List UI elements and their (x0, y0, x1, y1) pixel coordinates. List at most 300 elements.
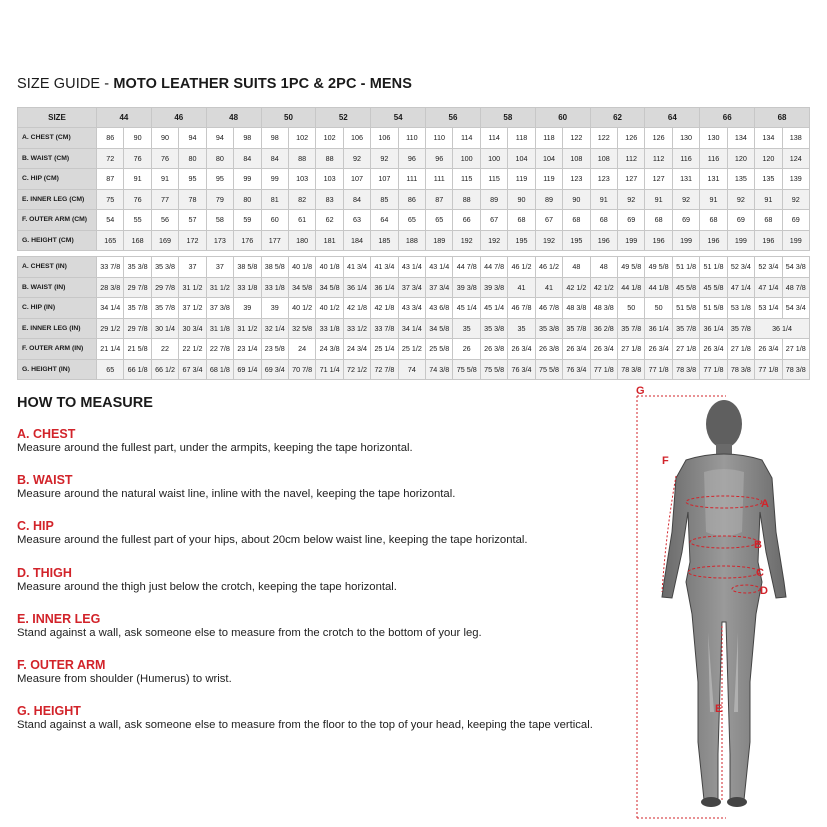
table-cell: 74 3/8 (426, 359, 453, 380)
table-cell: 76 (151, 148, 178, 169)
table-cell: 92 (782, 189, 809, 210)
table-cell: 103 (316, 169, 343, 190)
table-cell: 49 5/8 (645, 257, 672, 278)
table-cell: 35 3/8 (124, 257, 151, 278)
size-header-row (18, 108, 810, 128)
measure-description: Measure around the fullest part, under the armpits, keeping the tape horizontal. (17, 442, 413, 454)
table-cell: 41 3/4 (371, 257, 398, 278)
table-cell: 36 1/4 (700, 318, 727, 339)
size-table (17, 107, 810, 380)
table-cell: 99 (234, 169, 261, 190)
table-cell: 184 (343, 230, 370, 251)
table-cell: 48 (590, 257, 617, 278)
table-cell: 33 1/2 (343, 318, 370, 339)
size-header-58: 58 (480, 108, 535, 128)
measure-heading: A. CHEST (17, 427, 76, 441)
table-cell: 47 1/4 (755, 277, 782, 298)
table-cell: 42 1/2 (563, 277, 590, 298)
table-cell: 35 (453, 318, 480, 339)
table-cell: 55 (124, 210, 151, 231)
table-cell: 172 (179, 230, 206, 251)
table-cell: 45 5/8 (700, 277, 727, 298)
table-cell: 62 (316, 210, 343, 231)
table-cell: 52 3/4 (755, 257, 782, 278)
cm-row (18, 128, 810, 149)
table-cell: 103 (288, 169, 315, 190)
row-label: F. OUTER ARM (CM) (18, 210, 97, 231)
table-cell: 69 (782, 210, 809, 231)
table-cell: 92 (343, 148, 370, 169)
table-cell: 24 (288, 339, 315, 360)
table-cell: 41 (508, 277, 535, 298)
table-cell: 118 (508, 128, 535, 149)
table-cell: 48 (563, 257, 590, 278)
table-cell: 75 (97, 189, 124, 210)
table-cell: 26 (453, 339, 480, 360)
table-cell: 35 3/8 (535, 318, 562, 339)
table-cell: 27 1/8 (727, 339, 754, 360)
size-header-52: 52 (316, 108, 371, 128)
table-cell: 34 1/4 (97, 298, 124, 319)
measure-item (17, 658, 232, 686)
table-cell: 29 7/8 (124, 277, 151, 298)
table-cell: 82 (288, 189, 315, 210)
table-cell: 135 (755, 169, 782, 190)
table-cell: 26 3/4 (508, 339, 535, 360)
table-cell: 45 1/4 (480, 298, 507, 319)
table-cell: 34 5/8 (316, 277, 343, 298)
table-cell: 107 (343, 169, 370, 190)
table-cell: 23 1/4 (234, 339, 261, 360)
table-cell: 104 (535, 148, 562, 169)
table-cell: 111 (398, 169, 425, 190)
table-cell: 76 (124, 148, 151, 169)
table-cell: 35 7/8 (151, 298, 178, 319)
how-to-measure-title: HOW TO MEASURE (17, 395, 153, 411)
table-cell: 41 3/4 (343, 257, 370, 278)
table-cell: 112 (618, 148, 645, 169)
table-cell: 58 (206, 210, 233, 231)
size-header-62: 62 (590, 108, 645, 128)
table-cell: 111 (426, 169, 453, 190)
table-cell: 119 (508, 169, 535, 190)
table-cell: 31 1/2 (179, 277, 206, 298)
measure-item (17, 612, 482, 640)
table-cell: 78 3/8 (782, 359, 809, 380)
table-cell: 102 (288, 128, 315, 149)
table-cell: 104 (508, 148, 535, 169)
in-row (18, 277, 810, 298)
measure-heading: G. HEIGHT (17, 704, 81, 718)
table-cell: 43 1/4 (398, 257, 425, 278)
table-cell: 76 (124, 189, 151, 210)
table-cell: 21 5/8 (124, 339, 151, 360)
table-cell: 110 (426, 128, 453, 149)
table-cell: 69 (727, 210, 754, 231)
measure-item (17, 427, 413, 455)
table-cell: 68 (508, 210, 535, 231)
title-main: MOTO LEATHER SUITS 1PC & 2PC - MENS (113, 76, 413, 92)
table-cell: 50 (618, 298, 645, 319)
table-cell: 78 3/8 (672, 359, 699, 380)
table-cell: 39 (261, 298, 288, 319)
table-cell: 39 3/8 (480, 277, 507, 298)
table-cell: 92 (618, 189, 645, 210)
table-cell: 139 (782, 169, 809, 190)
table-cell: 91 (151, 169, 178, 190)
table-cell: 75 5/8 (480, 359, 507, 380)
table-cell: 24 3/8 (316, 339, 343, 360)
table-cell: 84 (234, 148, 261, 169)
table-cell: 168 (124, 230, 151, 251)
label-g: G (636, 385, 645, 397)
table-cell: 83 (316, 189, 343, 210)
table-cell: 51 1/8 (672, 257, 699, 278)
table-cell: 91 (590, 189, 617, 210)
table-cell: 88 (453, 189, 480, 210)
table-cell: 90 (563, 189, 590, 210)
table-cell: 192 (480, 230, 507, 251)
table-cell: 43 3/4 (398, 298, 425, 319)
table-cell: 116 (672, 148, 699, 169)
table-cell: 120 (727, 148, 754, 169)
in-row (18, 359, 810, 380)
size-header-48: 48 (206, 108, 261, 128)
table-cell: 95 (206, 169, 233, 190)
table-cell: 185 (371, 230, 398, 251)
table-cell: 46 1/2 (508, 257, 535, 278)
measure-heading: C. HIP (17, 519, 54, 533)
measure-item (17, 473, 455, 501)
table-cell: 98 (261, 128, 288, 149)
table-cell: 80 (234, 189, 261, 210)
table-cell: 53 1/8 (727, 298, 754, 319)
table-cell: 176 (234, 230, 261, 251)
table-cell: 75 5/8 (453, 359, 480, 380)
table-cell: 25 1/4 (371, 339, 398, 360)
table-cell: 66 1/2 (151, 359, 178, 380)
table-cell: 34 5/8 (288, 277, 315, 298)
size-header-corner: SIZE (18, 108, 97, 128)
row-label: B. WAIST (IN) (18, 277, 97, 298)
table-cell: 36 2/8 (590, 318, 617, 339)
row-label: A. CHEST (IN) (18, 257, 97, 278)
table-cell: 115 (453, 169, 480, 190)
table-cell: 135 (727, 169, 754, 190)
table-cell: 95 (179, 169, 206, 190)
table-cell: 66 (453, 210, 480, 231)
table-cell: 48 3/8 (590, 298, 617, 319)
table-cell: 189 (426, 230, 453, 251)
table-cell: 123 (590, 169, 617, 190)
table-cell: 127 (645, 169, 672, 190)
table-cell: 67 (480, 210, 507, 231)
table-cell: 33 1/8 (316, 318, 343, 339)
table-cell: 78 3/8 (618, 359, 645, 380)
cm-row (18, 230, 810, 251)
table-cell: 84 (261, 148, 288, 169)
table-cell: 107 (371, 169, 398, 190)
measure-heading: D. THIGH (17, 566, 72, 580)
table-cell: 22 1/2 (179, 339, 206, 360)
table-cell: 199 (727, 230, 754, 251)
measure-heading: F. OUTER ARM (17, 658, 106, 672)
measure-description: Stand against a wall, ask someone else to measure from the floor to the top of your head, keeping the tape vertical. (17, 719, 593, 731)
table-cell: 90 (151, 128, 178, 149)
table-cell: 37 (206, 257, 233, 278)
label-c: C (756, 567, 764, 579)
table-cell: 131 (700, 169, 727, 190)
table-cell: 131 (672, 169, 699, 190)
table-cell: 180 (288, 230, 315, 251)
table-cell: 91 (755, 189, 782, 210)
row-label: G. HEIGHT (IN) (18, 359, 97, 380)
label-f: F (662, 455, 669, 467)
table-cell: 26 3/4 (563, 339, 590, 360)
table-cell: 64 (371, 210, 398, 231)
suit-silhouette (662, 400, 786, 807)
table-cell: 65 (398, 210, 425, 231)
table-cell: 42 1/8 (371, 298, 398, 319)
table-cell: 61 (288, 210, 315, 231)
table-cell: 80 (206, 148, 233, 169)
table-cell: 85 (371, 189, 398, 210)
table-cell: 102 (316, 128, 343, 149)
table-cell: 51 1/8 (700, 257, 727, 278)
table-cell: 67 (535, 210, 562, 231)
table-cell: 77 1/8 (645, 359, 672, 380)
table-cell: 35 3/8 (151, 257, 178, 278)
table-cell: 192 (453, 230, 480, 251)
size-header-50: 50 (261, 108, 316, 128)
table-cell: 98 (234, 128, 261, 149)
table-cell: 44 7/8 (480, 257, 507, 278)
table-cell: 26 3/4 (700, 339, 727, 360)
table-cell: 33 7/8 (371, 318, 398, 339)
table-cell: 77 1/8 (700, 359, 727, 380)
size-header-46: 46 (151, 108, 206, 128)
in-row (18, 298, 810, 319)
table-cell: 42 1/2 (590, 277, 617, 298)
row-label: A. CHEST (CM) (18, 128, 97, 149)
table-cell: 40 1/8 (316, 257, 343, 278)
table-cell: 44 1/8 (645, 277, 672, 298)
measure-description: Stand against a wall, ask someone else to measure from the crotch to the bottom of your leg. (17, 627, 482, 639)
table-cell: 79 (206, 189, 233, 210)
table-cell: 26 3/4 (755, 339, 782, 360)
cm-row (18, 148, 810, 169)
table-cell: 39 (234, 298, 261, 319)
table-cell: 124 (782, 148, 809, 169)
table-cell: 108 (563, 148, 590, 169)
table-cell: 45 1/4 (453, 298, 480, 319)
size-header-56: 56 (426, 108, 481, 128)
table-cell: 119 (535, 169, 562, 190)
table-cell: 114 (453, 128, 480, 149)
table-cell: 76 3/4 (508, 359, 535, 380)
table-cell: 188 (398, 230, 425, 251)
table-cell: 92 (371, 148, 398, 169)
table-cell: 99 (261, 169, 288, 190)
table-cell: 35 7/8 (618, 318, 645, 339)
table-cell: 177 (261, 230, 288, 251)
table-cell: 86 (398, 189, 425, 210)
cm-row (18, 169, 810, 190)
table-cell: 67 3/4 (179, 359, 206, 380)
table-cell: 90 (508, 189, 535, 210)
table-cell: 122 (590, 128, 617, 149)
row-label: G. HEIGHT (CM) (18, 230, 97, 251)
table-cell: 35 (508, 318, 535, 339)
table-cell: 48 3/8 (563, 298, 590, 319)
table-cell: 63 (343, 210, 370, 231)
table-cell: 88 (316, 148, 343, 169)
size-header-64: 64 (645, 108, 700, 128)
table-cell: 36 1/4 (755, 318, 810, 339)
table-cell: 48 7/8 (782, 277, 809, 298)
table-cell: 26 3/4 (590, 339, 617, 360)
table-cell: 72 7/8 (371, 359, 398, 380)
table-cell: 39 3/8 (453, 277, 480, 298)
table-cell: 33 1/8 (234, 277, 261, 298)
table-cell: 23 5/8 (261, 339, 288, 360)
table-cell: 84 (343, 189, 370, 210)
table-cell: 46 7/8 (535, 298, 562, 319)
table-cell: 30 3/4 (179, 318, 206, 339)
table-cell: 78 3/8 (727, 359, 754, 380)
table-cell: 74 (398, 359, 425, 380)
table-cell: 88 (288, 148, 315, 169)
table-cell: 37 (179, 257, 206, 278)
table-cell: 106 (371, 128, 398, 149)
table-cell: 43 1/4 (426, 257, 453, 278)
table-cell: 46 7/8 (508, 298, 535, 319)
table-cell: 127 (618, 169, 645, 190)
table-cell: 115 (480, 169, 507, 190)
table-cell: 199 (672, 230, 699, 251)
table-cell: 72 1/2 (343, 359, 370, 380)
cm-row (18, 189, 810, 210)
table-cell: 59 (234, 210, 261, 231)
table-cell: 60 (261, 210, 288, 231)
table-cell: 68 (700, 210, 727, 231)
table-cell: 29 7/8 (151, 277, 178, 298)
table-cell: 54 (97, 210, 124, 231)
table-cell: 112 (645, 148, 672, 169)
table-cell: 51 5/8 (672, 298, 699, 319)
table-cell: 94 (206, 128, 233, 149)
table-cell: 75 5/8 (535, 359, 562, 380)
table-cell: 68 (645, 210, 672, 231)
table-cell: 21 1/4 (97, 339, 124, 360)
table-cell: 54 3/8 (782, 257, 809, 278)
table-cell: 92 (672, 189, 699, 210)
table-cell: 76 3/4 (563, 359, 590, 380)
table-cell: 91 (645, 189, 672, 210)
table-cell: 35 7/8 (124, 298, 151, 319)
table-cell: 54 3/4 (782, 298, 809, 319)
table-cell: 26 3/8 (535, 339, 562, 360)
table-cell: 196 (645, 230, 672, 251)
measure-description: Measure around the thigh just below the crotch, keeping the tape horizontal. (17, 581, 397, 593)
table-cell: 87 (97, 169, 124, 190)
size-header-60: 60 (535, 108, 590, 128)
table-cell: 134 (727, 128, 754, 149)
table-cell: 94 (179, 128, 206, 149)
table-cell: 72 (97, 148, 124, 169)
table-cell: 25 5/8 (426, 339, 453, 360)
table-cell: 33 7/8 (97, 257, 124, 278)
table-cell: 100 (480, 148, 507, 169)
table-cell: 37 3/8 (206, 298, 233, 319)
table-cell: 36 1/4 (645, 318, 672, 339)
table-cell: 91 (700, 189, 727, 210)
table-cell: 40 1/8 (288, 257, 315, 278)
table-cell: 69 1/4 (234, 359, 261, 380)
table-cell: 116 (700, 148, 727, 169)
table-cell: 50 (645, 298, 672, 319)
table-cell: 35 7/8 (563, 318, 590, 339)
body-figure (626, 382, 806, 822)
table-cell: 51 5/8 (700, 298, 727, 319)
table-cell: 26 3/4 (645, 339, 672, 360)
table-cell: 29 7/8 (124, 318, 151, 339)
table-cell: 165 (97, 230, 124, 251)
table-cell: 89 (535, 189, 562, 210)
table-cell: 65 (426, 210, 453, 231)
table-cell: 68 (563, 210, 590, 231)
table-cell: 123 (563, 169, 590, 190)
size-header-66: 66 (700, 108, 755, 128)
table-cell: 65 (97, 359, 124, 380)
row-label: B. WAIST (CM) (18, 148, 97, 169)
table-cell: 33 1/8 (261, 277, 288, 298)
table-cell: 22 (151, 339, 178, 360)
table-cell: 126 (645, 128, 672, 149)
table-cell: 27 1/8 (782, 339, 809, 360)
table-cell: 40 1/2 (288, 298, 315, 319)
table-cell: 35 7/8 (727, 318, 754, 339)
table-cell: 91 (124, 169, 151, 190)
size-header-68: 68 (755, 108, 810, 128)
table-cell: 108 (590, 148, 617, 169)
table-cell: 34 1/4 (398, 318, 425, 339)
label-e: E (715, 703, 723, 715)
table-cell: 120 (755, 148, 782, 169)
table-cell: 77 1/8 (755, 359, 782, 380)
table-cell: 31 1/2 (206, 277, 233, 298)
table-cell: 30 1/4 (151, 318, 178, 339)
table-cell: 32 5/8 (288, 318, 315, 339)
in-row (18, 339, 810, 360)
row-label: C. HIP (CM) (18, 169, 97, 190)
table-cell: 24 3/4 (343, 339, 370, 360)
table-cell: 31 1/2 (234, 318, 261, 339)
table-cell: 37 3/4 (426, 277, 453, 298)
table-cell: 49 5/8 (618, 257, 645, 278)
table-cell: 22 7/8 (206, 339, 233, 360)
table-cell: 96 (398, 148, 425, 169)
cm-row (18, 210, 810, 231)
table-cell: 44 1/8 (618, 277, 645, 298)
size-header-44: 44 (97, 108, 152, 128)
table-cell: 100 (453, 148, 480, 169)
table-cell: 57 (179, 210, 206, 231)
table-cell: 26 3/8 (480, 339, 507, 360)
measure-item (17, 566, 397, 594)
row-label: E. INNER LEG (CM) (18, 189, 97, 210)
table-cell: 66 1/8 (124, 359, 151, 380)
